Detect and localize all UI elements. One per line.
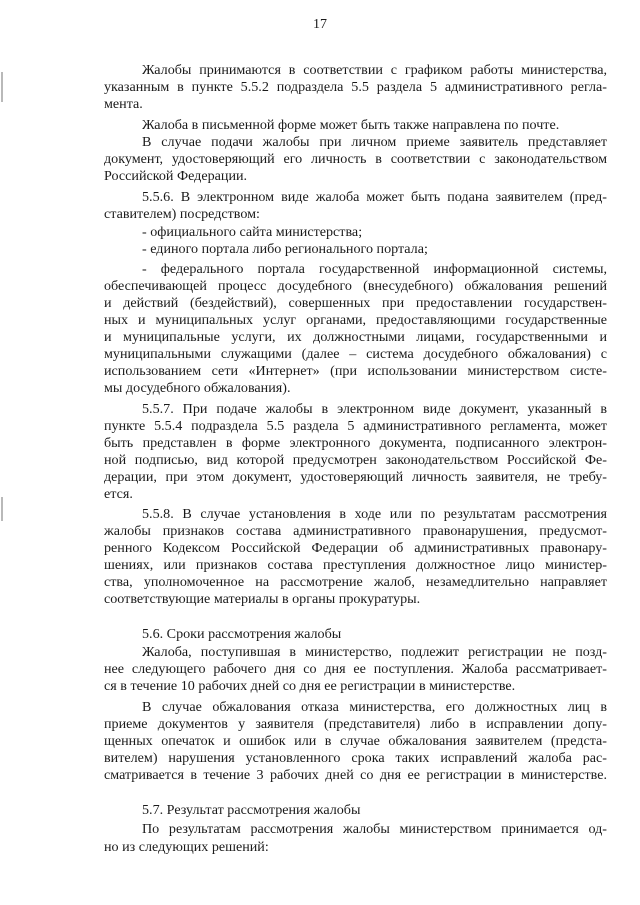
text-line: 5.6. Сроки рассмотрения жалобы <box>142 626 342 642</box>
text-line: документ, удостоверяющий его личность в соответствии с законодательством <box>104 151 607 167</box>
text-line: ных и муниципальных услуг органами, предоставляющими государственные <box>104 312 607 328</box>
text-line: ставителем) посредством: <box>104 206 260 222</box>
text-line: В случае подачи жалобы при личном приеме заявитель представляет <box>142 134 607 150</box>
text-line: ства, уполномоченное на рассмотрение жалоб, незамедлительно направляет <box>104 574 607 590</box>
text-line: ренного Кодексом Российской Федерации об административных правонару- <box>104 540 607 556</box>
text-line: Российской Федерации. <box>104 168 248 184</box>
text-line: - единого портала либо регионального портала; <box>142 241 428 257</box>
text-line: 5.7. Результат рассмотрения жалобы <box>142 802 361 818</box>
text-line: быть представлен в форме электронного документа, подписанного электрон- <box>104 435 607 451</box>
text-line: но из следующих решений: <box>104 839 269 855</box>
text-line: ется. <box>104 486 133 502</box>
text-line: 5.5.8. В случае установления в ходе или по результатам рассмотрения <box>142 506 607 522</box>
text-line: 5.5.7. При подаче жалобы в электронном виде документ, указанный в <box>142 401 607 417</box>
text-line: использованием сети «Интернет» (при использовании министерством систе- <box>104 363 607 379</box>
text-line: В случае обжалования отказа министерства, его должностных лиц в <box>142 699 607 715</box>
binding-mark <box>1 72 3 102</box>
text-line: - федерального портала государственной информационной системы, <box>142 261 607 277</box>
text-line: дерации, при этом документ, удостоверяющий личность заявителя, не требу- <box>104 469 607 485</box>
text-line: - официального сайта министерства; <box>142 224 363 240</box>
text-line: указанным в пункте 5.5.2 подраздела 5.5 раздела 5 административного регла- <box>104 79 607 95</box>
page-number: 17 <box>313 17 327 32</box>
text-line: обеспечивающей процесс досудебного (внесудебного) обжалования решений <box>104 278 607 294</box>
text-line: щенных опечаток и ошибок или в случае обжалования заявителем (предста- <box>104 733 607 749</box>
text-line: приеме документов у заявителя (представителя) либо в исправлении допу- <box>104 716 607 732</box>
text-line: мы досудебного обжалования). <box>104 380 291 396</box>
text-line: ной подписью, вид которой предусмотрен законодательством Российской Фе- <box>104 452 607 468</box>
text-line: жалобы признаков состава административного правонарушения, предусмот- <box>104 523 607 539</box>
text-line: сматривается в течение 3 рабочих дней со дня ее регистрации в министерстве. <box>104 767 607 783</box>
text-line: ся в течение 10 рабочих дней со дня ее регистрации в министерстве. <box>104 678 516 694</box>
text-line: пункте 5.5.4 подраздела 5.5 раздела 5 административного регламента, может <box>104 418 607 434</box>
text-line: муниципальными служащими (далее – система досудебного обжалования) с <box>104 346 607 362</box>
text-line: Жалоба, поступившая в министерство, подлежит регистрации не позд- <box>142 644 607 660</box>
text-line: Жалоба в письменной форме может быть также направлена по почте. <box>142 117 560 133</box>
text-line: шениях, или признаков состава преступления должностное лицо министер- <box>104 557 607 573</box>
binding-mark <box>1 497 3 521</box>
text-line: вителем) нарушения установленного срока таких исправлений жалоба рас- <box>104 750 607 766</box>
text-line: Жалобы принимаются в соответствии с графиком работы министерства, <box>142 62 607 78</box>
text-line: соответствующие материалы в органы прокуратуры. <box>104 591 421 607</box>
text-line: По результатам рассмотрения жалобы министерством принимается од- <box>142 821 607 837</box>
text-line: 5.5.6. В электронном виде жалоба может быть подана заявителем (пред- <box>142 189 607 205</box>
text-line: и действий (бездействий), совершенных при предоставлении государствен- <box>104 295 607 311</box>
text-line: и муниципальные услуги, их должностными лицами, государственными и <box>104 329 607 345</box>
text-line: мента. <box>104 96 143 112</box>
text-line: нее следующего рабочего дня со дня ее поступления. Жалоба рассматривает- <box>104 661 607 677</box>
